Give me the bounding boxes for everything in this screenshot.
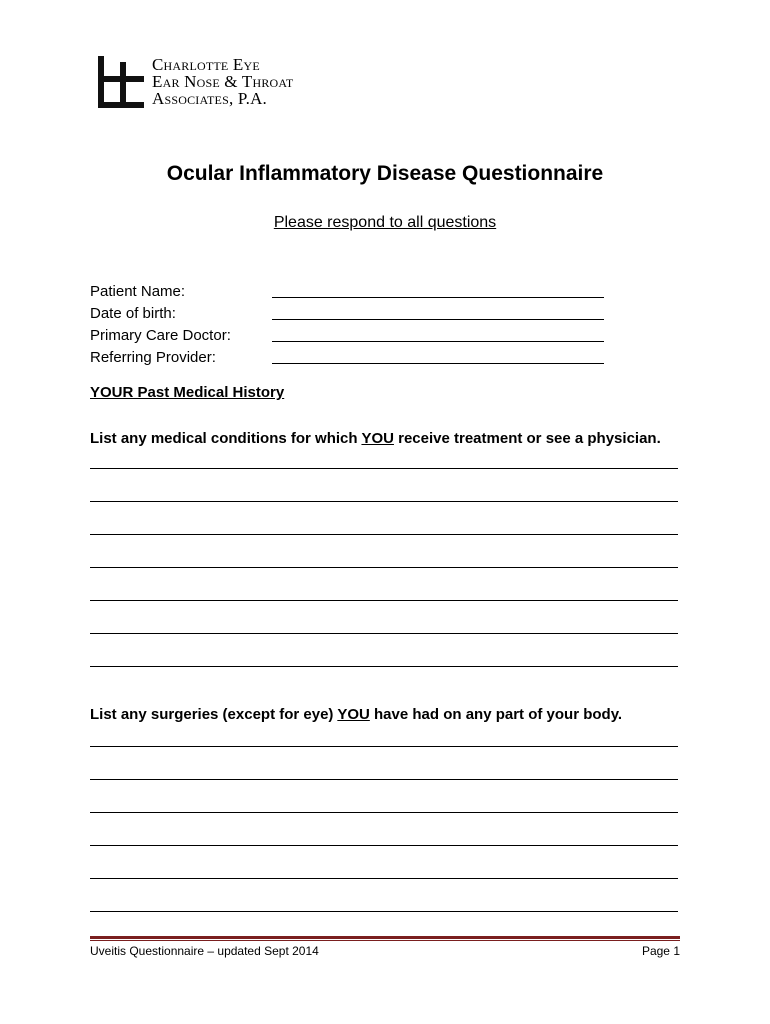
section-heading-medical-history: YOUR Past Medical History [90,384,285,401]
answer-line[interactable] [90,600,678,601]
logo-line-3: Associates, P.A. [152,89,268,108]
answer-line[interactable] [90,534,678,535]
referring-provider-field[interactable] [272,347,604,364]
logo-mark-icon [96,56,146,108]
page-subtitle: Please respond to all questions [273,214,497,231]
footer-rule-thin [90,940,680,941]
footer-page-number: Page 1 [641,944,680,958]
question-text: receive treatment or see a physician. [393,430,661,447]
question-medical-conditions [90,430,661,447]
referring-provider-row [90,344,610,366]
answer-line[interactable] [90,501,678,502]
answer-line[interactable] [90,845,678,846]
answer-line[interactable] [90,666,678,667]
primary-care-doctor-label: Primary Care Doctor: [90,327,231,344]
date-of-birth-field[interactable] [272,303,604,320]
answer-line[interactable] [90,911,678,912]
answer-line[interactable] [90,746,678,747]
footer-rule [90,936,680,939]
date-of-birth-label: Date of birth: [90,305,176,322]
answer-line[interactable] [90,779,678,780]
answer-line[interactable] [90,633,678,634]
question-text: List any surgeries (except for eye) [90,706,338,723]
answer-line[interactable] [90,812,678,813]
primary-care-doctor-field[interactable] [272,325,604,342]
date-of-birth-row [90,300,610,322]
footer-document-info: Uveitis Questionnaire – updated Sept 2014 [90,944,319,958]
patient-name-label: Patient Name: [90,283,186,300]
question-text: List any medical conditions for which [90,430,362,447]
patient-info-fields [90,278,610,366]
page-title: Ocular Inflammatory Disease Questionnaire [166,162,604,185]
patient-name-row [90,278,610,300]
answer-line[interactable] [90,468,678,469]
question-surgeries [90,706,622,723]
patient-name-field[interactable] [272,281,604,298]
question-text: have had on any part of your body. [369,706,623,723]
practice-logo [96,56,336,112]
question-emphasis: YOU [337,706,370,723]
primary-care-doctor-row [90,322,610,344]
question-emphasis: YOU [361,430,394,447]
referring-provider-label: Referring Provider: [90,349,216,366]
logo-line-2: Ear Nose & Throat [152,72,294,91]
answer-line[interactable] [90,567,678,568]
answer-line[interactable] [90,878,678,879]
logo-line-1: Charlotte Eye [152,55,260,74]
logo-wordmark [152,56,293,107]
